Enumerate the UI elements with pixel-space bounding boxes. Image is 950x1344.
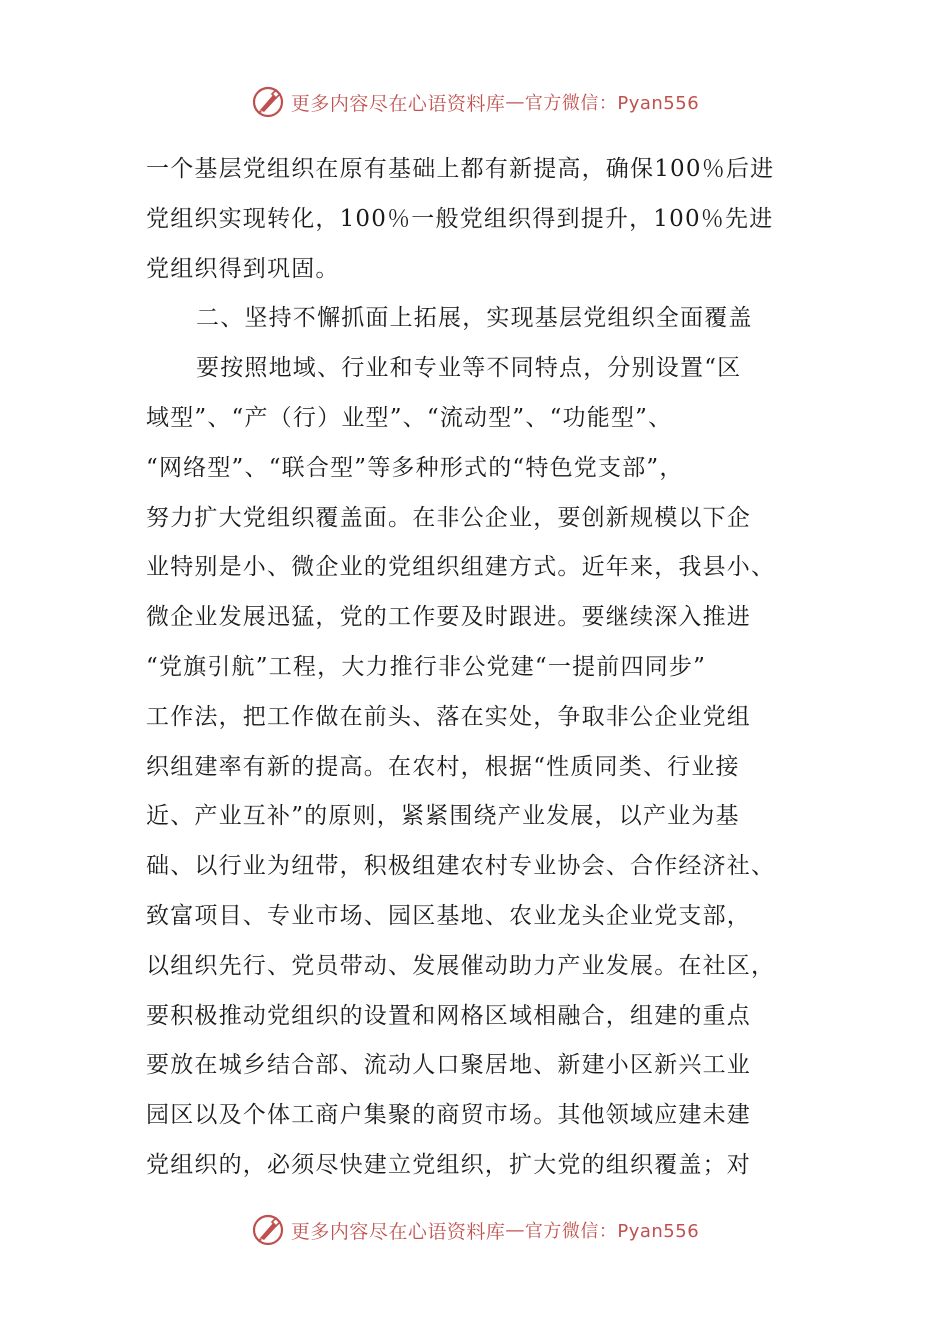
- text-line: 域型”、“产（行）业型”、“流动型”、“功能型”、: [146, 404, 673, 431]
- text-line: 党组织得到巩固。: [146, 255, 340, 282]
- banner-contact: 官方微信：Pyan556: [524, 93, 700, 114]
- banner-dash: —: [505, 91, 525, 113]
- banner-dash: —: [505, 1219, 525, 1241]
- banner-brand: 更多内容尽在心语资料库: [290, 92, 506, 115]
- text-line: 业特别是小、微企业的党组织组建方式。近年来，我县小、: [146, 554, 776, 581]
- document-body: [146, 145, 806, 1191]
- text-line: 近、产业互补”的原则，紧紧围绕产业发展，以产业为基: [146, 803, 740, 830]
- text-line: 努力扩大党组织覆盖面。在非公企业，要创新规模以下企: [146, 504, 751, 531]
- text-line: 要按照地域、行业和专业等不同特点，分别设置“区: [196, 355, 742, 382]
- banner-brand: 更多内容尽在心语资料库: [290, 1220, 506, 1243]
- section-heading: 二、坚持不懈抓面上拓展，实现基层党组织全面覆盖: [196, 305, 753, 332]
- text-line: 要放在城乡结合部、流动人口聚居地、新建小区新兴工业: [146, 1052, 751, 1079]
- text-line: “网络型”、“联合型”等多种形式的“特色党支部”，: [146, 454, 684, 481]
- text-line: 党组织实现转化，100％一般党组织得到提升，100％先进: [146, 205, 774, 232]
- text-line: 一个基层党组织在原有基础上都有新提高，确保100％后进: [146, 156, 775, 182]
- footer-banner: [0, 1210, 950, 1250]
- pen-logo-icon: [251, 1213, 285, 1247]
- text-line: 以组织先行、党员带动、发展催动助力产业发展。在社区，: [146, 952, 776, 979]
- header-banner: [0, 82, 950, 122]
- text-line: 础、以行业为纽带，积极组建农村专业协会、合作经济社、: [146, 853, 776, 880]
- text-line: “党旗引航”工程，大力推行非公党建“一提前四同步”: [146, 653, 707, 680]
- text-line: 工作法，把工作做在前头、落在实处，争取非公企业党组: [146, 703, 751, 730]
- text-line: 党组织的，必须尽快建立党组织，扩大党的组织覆盖；对: [146, 1151, 751, 1178]
- text-line: 要积极推动党组织的设置和网格区域相融合，组建的重点: [146, 1002, 751, 1029]
- pen-logo-icon: [251, 85, 285, 119]
- text-line: 微企业发展迅猛，党的工作要及时跟进。要继续深入推进: [146, 604, 751, 631]
- text-line: 致富项目、专业市场、园区基地、农业龙头企业党支部，: [146, 902, 751, 929]
- banner-contact: 官方微信：Pyan556: [524, 1221, 700, 1242]
- text-line: 园区以及个体工商户集聚的商贸市场。其他领域应建未建: [146, 1102, 751, 1129]
- text-line: 织组建率有新的提高。在农村，根据“性质同类、行业接: [146, 753, 740, 780]
